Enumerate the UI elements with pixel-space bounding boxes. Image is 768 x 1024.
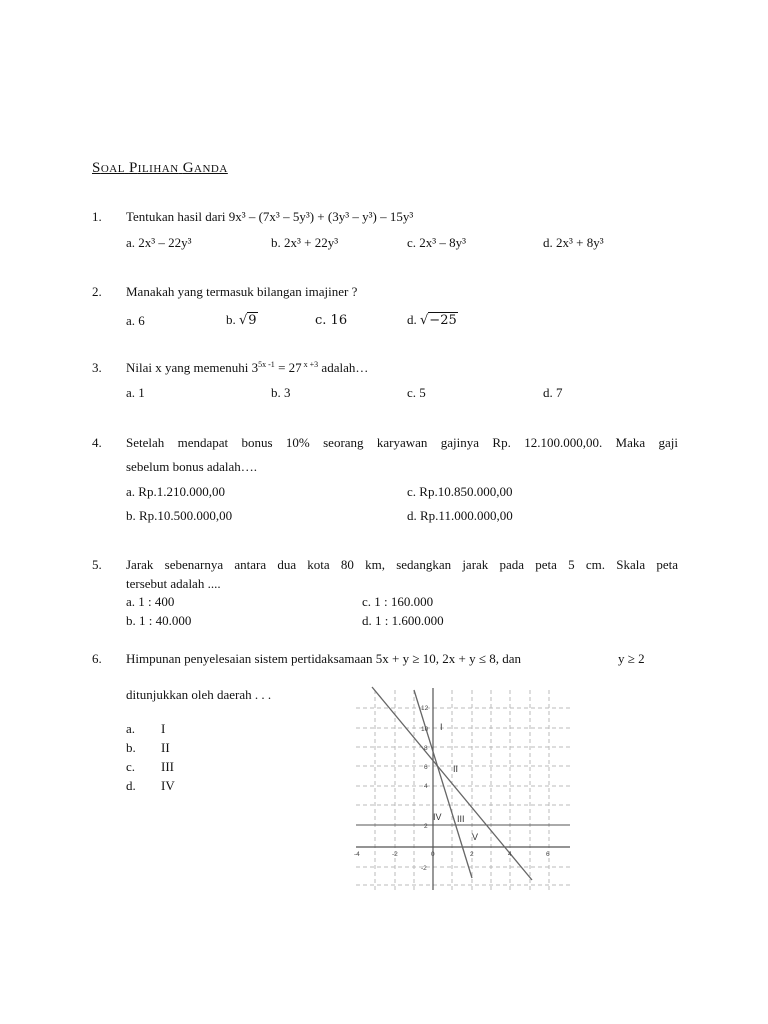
y-tick-label: 6 <box>424 764 428 771</box>
question-4-option-a[interactable]: a. Rp.1.210.000,00 <box>126 484 225 499</box>
question-1-number: 1. <box>92 209 102 224</box>
question-4-number: 4. <box>92 435 102 450</box>
region-label-II: II <box>453 764 459 774</box>
question-2-option-c[interactable]: c. 16 <box>315 313 348 328</box>
question-6-option-d[interactable]: d. IV <box>126 778 175 793</box>
inequality-graph <box>350 683 575 893</box>
y-tick-label: 4 <box>424 783 428 790</box>
question-6-number: 6. <box>92 651 102 666</box>
question-6-text-end: y ≥ 2 <box>618 651 645 666</box>
y-tick-label: 8 <box>424 745 428 752</box>
question-2-option-a[interactable]: a. 6 <box>126 313 145 328</box>
question-1-text: Tentukan hasil dari 9x³ – (7x³ – 5y³) + (3y³ – y³) – 15y³ <box>126 209 414 224</box>
question-3-text: Nilai x yang memenuhi $3^{5x -1} = 27$ $^{x +3}$ adalah… <box>126 360 369 375</box>
y-tick-label: 10 <box>421 726 429 733</box>
region-label-I: I <box>440 722 443 732</box>
y-tick-label: -2 <box>421 865 427 872</box>
question-1-option-a[interactable]: a. 2x³ – 22y³ <box>126 235 192 250</box>
section-title: SOAL PILIHAN GANDA <box>92 160 228 176</box>
question-1-option-b[interactable]: b. 2x³ + 22y³ <box>271 235 339 250</box>
question-3-option-b[interactable]: b. 3 <box>271 385 291 400</box>
question-5-option-d[interactable]: d. 1 : 1.600.000 <box>362 613 444 628</box>
question-4-option-d[interactable]: d. Rp.11.000.000,00 <box>407 508 513 523</box>
x-tick-label: 6 <box>546 851 550 858</box>
question-4-line-2: sebelum bonus adalah…. <box>126 459 258 474</box>
question-6-line-2: ditunjukkan oleh daerah . . . <box>126 687 272 702</box>
question-6-option-a[interactable]: a. I <box>126 721 166 736</box>
region-label-V: V <box>472 832 479 842</box>
question-5-option-b[interactable]: b. 1 : 40.000 <box>126 613 192 628</box>
region-label-III: III <box>457 814 465 824</box>
y-tick-label: 2 <box>424 823 428 830</box>
question-4-line-1: Setelah mendapat bonus 10% seorang karyawan gajinya Rp. 12.100.000,00. Maka gaji <box>126 435 678 450</box>
x-tick-label: 4 <box>508 851 512 858</box>
grid-lines <box>356 690 570 890</box>
question-2-option-b[interactable]: b. √9 <box>226 312 257 328</box>
question-5-option-c[interactable]: c. 1 : 160.000 <box>362 594 434 609</box>
region-label-IV: IV <box>433 812 442 822</box>
question-5-option-a[interactable]: a. 1 : 400 <box>126 594 175 609</box>
x-tick-label: 2 <box>470 851 474 858</box>
x-tick-label: -4 <box>354 851 360 858</box>
question-4-option-c[interactable]: c. Rp.10.850.000,00 <box>407 484 513 499</box>
question-3-option-d[interactable]: d. 7 <box>543 385 563 400</box>
question-1-option-c[interactable]: c. 2x³ – 8y³ <box>407 235 467 250</box>
question-3-number: 3. <box>92 360 102 375</box>
question-4-option-b[interactable]: b. Rp.10.500.000,00 <box>126 508 233 523</box>
question-2-text: Manakah yang termasuk bilangan imajiner ? <box>126 284 358 299</box>
question-1-option-d[interactable]: d. 2x³ + 8y³ <box>543 235 604 250</box>
question-3-option-c[interactable]: c. 5 <box>407 385 426 400</box>
line-5x-plus-y-10 <box>414 690 472 878</box>
x-tick-label: -2 <box>392 851 398 858</box>
y-tick-label: 12 <box>421 705 429 712</box>
x-tick-label: 0 <box>431 851 435 858</box>
question-2-number: 2. <box>92 284 102 299</box>
question-5-line-2: tersebut adalah .... <box>126 576 221 591</box>
question-6-text: Himpunan penyelesaian sistem pertidaksamaan 5x + y ≥ 10, 2x + y ≤ 8, dan <box>126 651 522 666</box>
question-6-option-b[interactable]: b. II <box>126 740 170 755</box>
question-2-option-d[interactable]: d. √−25 <box>407 312 457 328</box>
question-3-option-a[interactable]: a. 1 <box>126 385 145 400</box>
question-5-line-1: Jarak sebenarnya antara dua kota 80 km, sedangkan jarak pada peta 5 cm. Skala peta <box>126 557 678 572</box>
question-6-option-c[interactable]: c. III <box>126 759 174 774</box>
question-5-number: 5. <box>92 557 102 572</box>
